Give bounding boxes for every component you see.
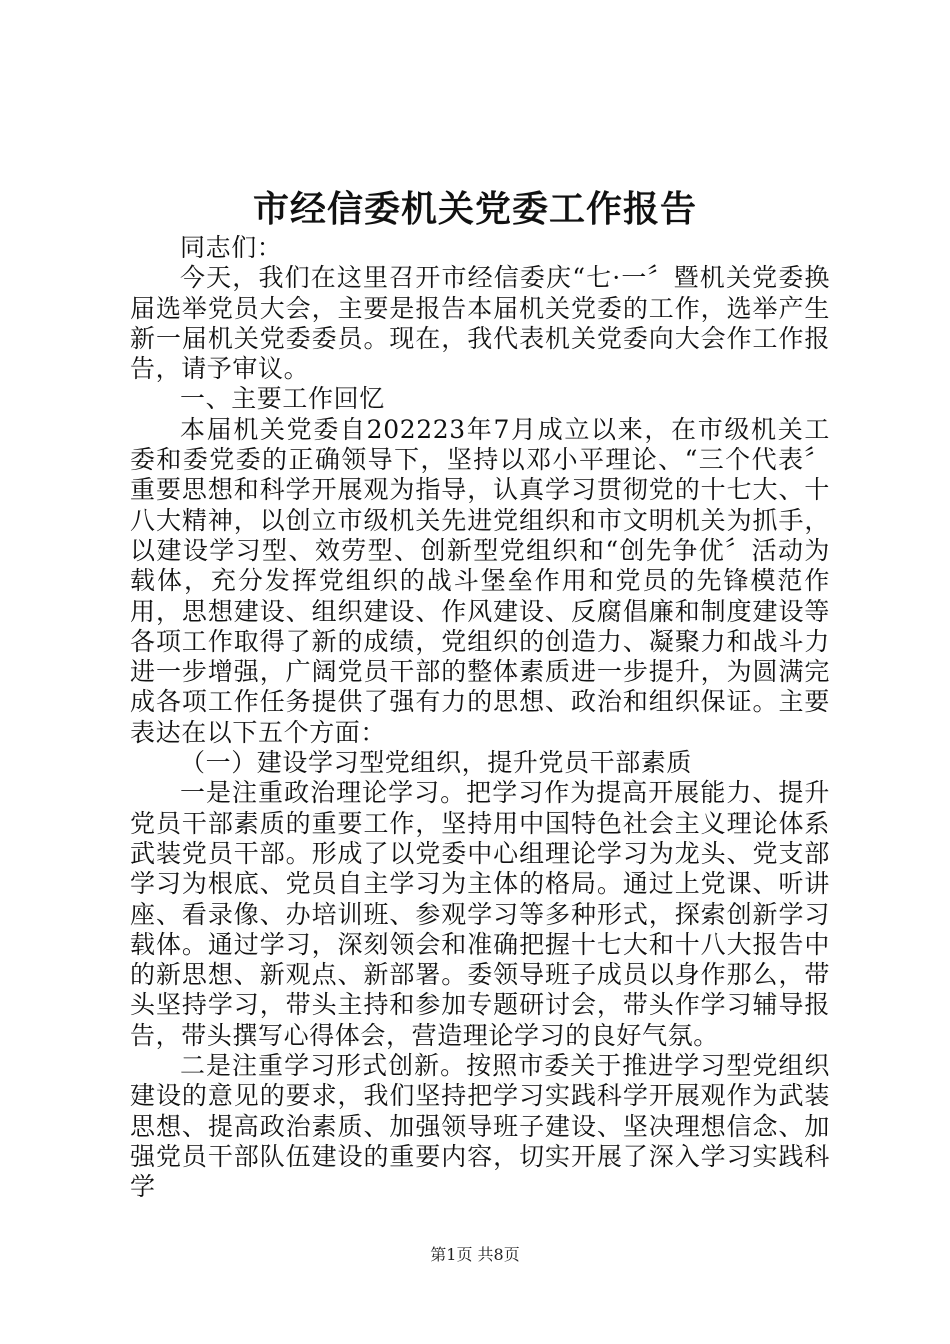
- subsection-heading: （一）建设学习型党组织，提升党员干部素质: [180, 748, 693, 778]
- page-footer: 第1页 共8页: [430, 1245, 520, 1264]
- body-paragraph-1: 一是注重政治理论学习。把学习作为提高开展能力、提升党员干部素质的重要工作，坚持用中国特色社会主义理论体系武装党员干部。形成了以党委中心组理论学习为龙头、党支部学习为根底、党员自主学习为主体的格局。通过上党课、听讲座、看录像、办培训班、参观学习等多种形式，探索创新学习载体。通过学习，深刻领会和准确把握十七大和十八大报告中的新思想、新观点、新部署。委领导班子成员以身作那么，带头坚持学习，带头主持和参加专题研讨会，带头作学习辅导报告，带头撰写心得体会，营造理论学习的良好气氛。: [130, 778, 830, 1050]
- salutation: 同志们：: [180, 233, 283, 262]
- section-heading: 一、主要工作回忆: [180, 384, 385, 414]
- body-paragraph-2: 二是注重学习形式创新。按照市委关于推进学习型党组织建设的意见的要求，我们坚持把学习实践科学开展观作为武装思想、提高政治素质、加强领导班子建设、坚决理想信念、加强党员干部队伍建设的重要内容，切实开展了深入学习实践科学: [130, 1051, 830, 1202]
- document-body: [130, 233, 830, 1203]
- summary-paragraph: 本届机关党委自202223年7月成立以来，在市级机关工委和委党委的正确领导下，坚持以邓小平理论、“三个代表〞重要思想和科学开展观为指导，认真学习贯彻党的十七大、十八大精神，以创立市级机关先进党组织和市文明机关为抓手，以建设学习型、效劳型、创新型党组织和“创先争优〞活动为载体，充分发挥党组织的战斗堡垒作用和党员的先锋模范作用，思想建设、组织建设、作风建设、反腐倡廉和制度建设等各项工作取得了新的成绩，党组织的创造力、凝聚力和战斗力进一步增强，广阔党员干部的整体素质进一步提升，为圆满完成各项工作任务提供了强有力的思想、政治和组织保证。主要表达在以下五个方面：: [130, 414, 830, 747]
- document-title: 市经信委机关党委工作报告: [252, 188, 697, 230]
- intro-paragraph: 今天，我们在这里召开市经信委庆“七·一〞暨机关党委换届选举党员大会，主要是报告本届机关党委的工作，选举产生新一届机关党委委员。现在，我代表机关党委向大会作工作报告，请予审议。: [130, 263, 830, 384]
